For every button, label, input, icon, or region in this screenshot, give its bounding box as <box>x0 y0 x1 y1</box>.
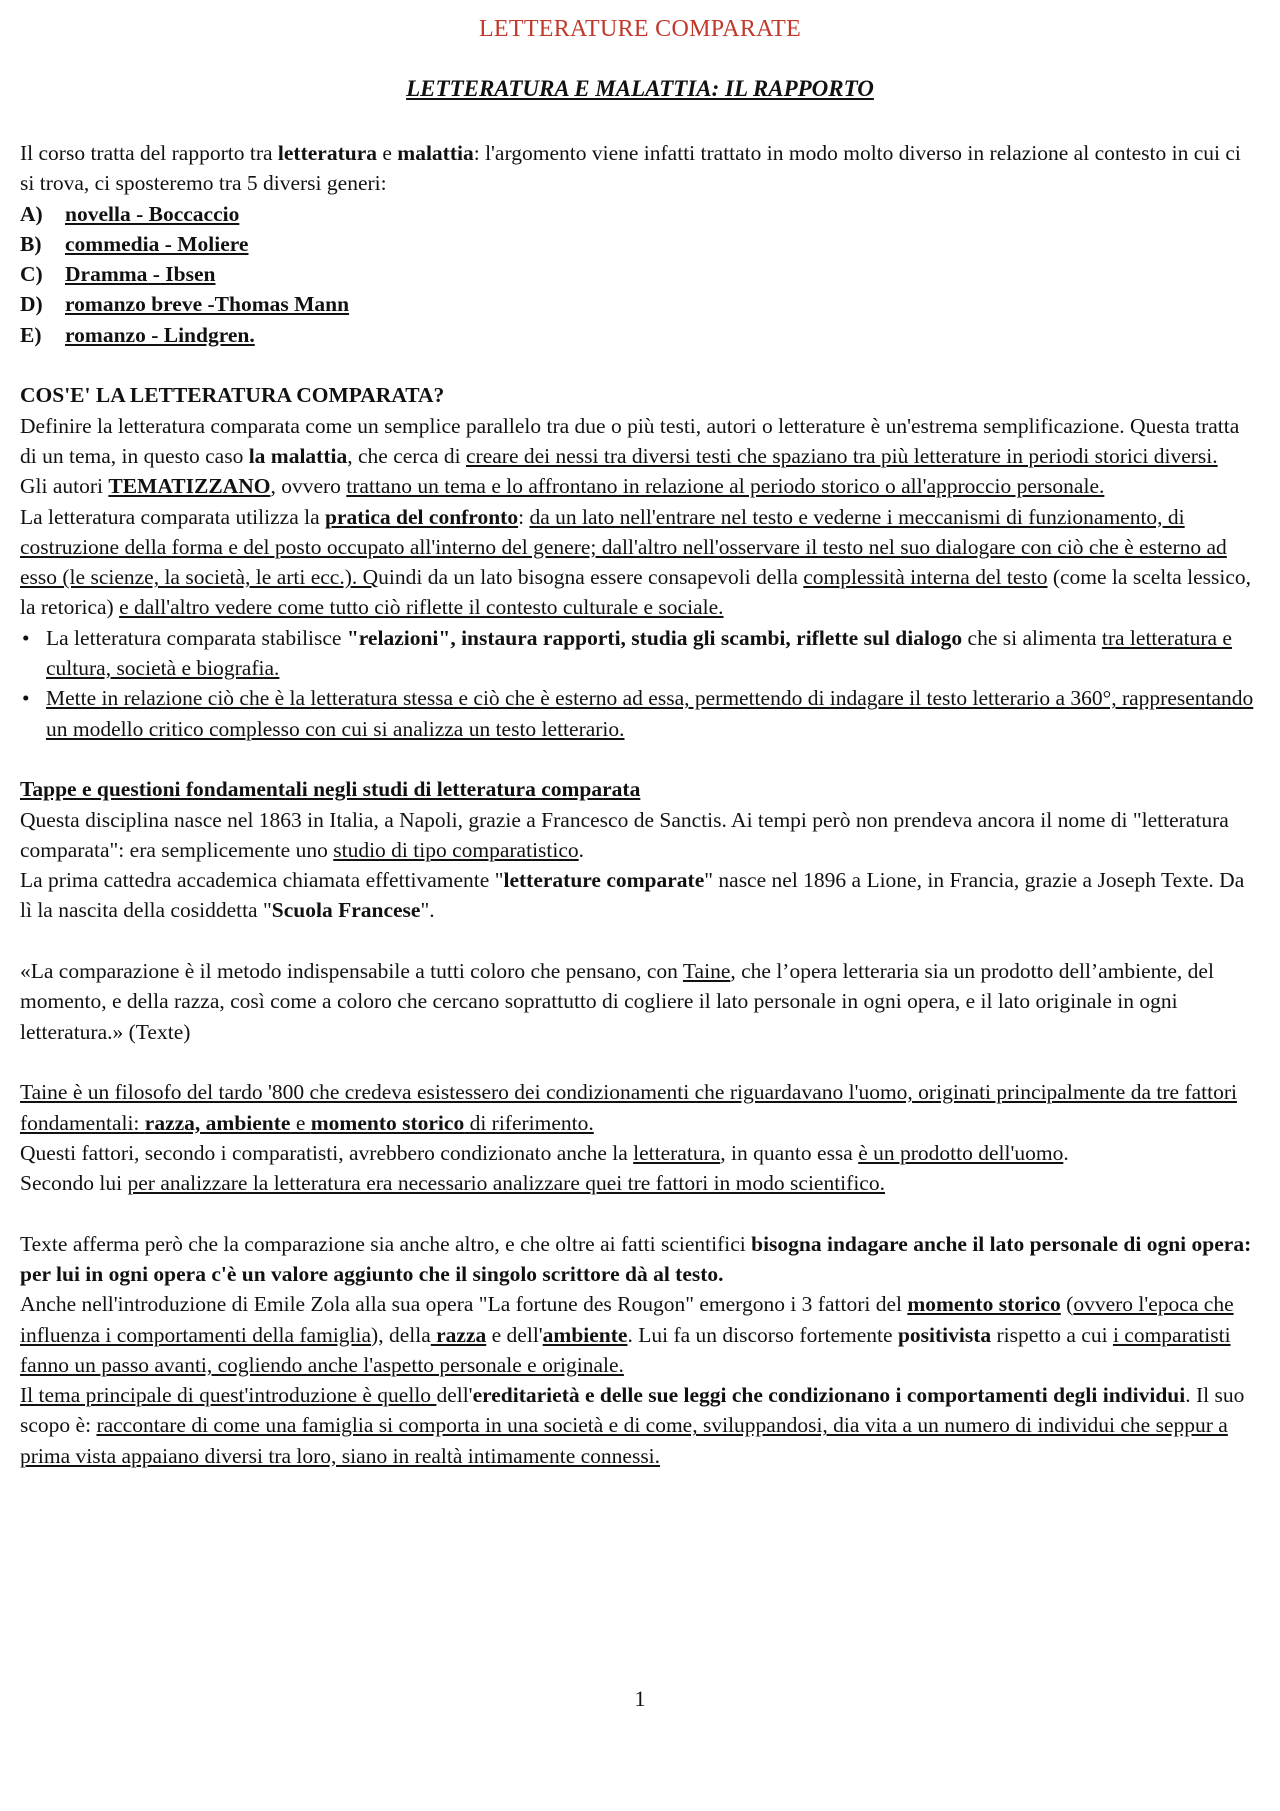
list-label: D) <box>20 292 43 317</box>
list-item <box>20 289 1260 319</box>
text-run: Gli autori <box>20 474 109 499</box>
underlined-run: Il tema principale di quest'introduzione è quello <box>20 1383 437 1408</box>
paragraph <box>20 1168 1260 1198</box>
text-run: «La comparazione è il metodo indispensabile a tutti coloro che pensano, con <box>20 959 683 984</box>
text-run: : <box>518 504 530 529</box>
document-title: LETTERATURE COMPARATE <box>478 16 802 42</box>
bullet-item <box>20 683 1260 744</box>
underlined-run: studio di tipo comparatistico <box>333 837 579 862</box>
bold-underlined-run: pratica del confronto <box>325 504 519 529</box>
underlined-run: e <box>290 1110 311 1135</box>
paragraph <box>20 1229 1260 1290</box>
bold-run: Scuola Francese <box>271 898 421 923</box>
paragraph <box>20 1077 1260 1138</box>
bold-underlined-run: razza, ambiente <box>144 1110 291 1135</box>
underlined-run: e dall'altro vedere come tutto ciò riflette il contesto culturale e sociale. <box>119 595 724 620</box>
text-run: . Lui fa un discorso fortemente <box>627 1322 898 1347</box>
bullet-list <box>20 623 1260 744</box>
underlined-run: per analizzare la letteratura era necessario analizzare quei tre fattori in modo scientifico. <box>127 1171 885 1196</box>
list-label: B) <box>20 231 42 256</box>
underlined-run: ovvero l'epoca che influenza i comportamenti della famiglia <box>20 1292 1234 1347</box>
bold-underlined-run: momento storico <box>907 1292 1061 1317</box>
text-run: La prima cattedra accademica chiamata effettivamente " <box>20 868 504 893</box>
text-run: Questi fattori, secondo i comparatisti, avrebbero condizionato anche la <box>20 1140 634 1165</box>
intro-paragraph <box>20 138 1260 199</box>
text-run: . <box>1063 1140 1069 1165</box>
paragraph <box>20 1380 1260 1471</box>
list-item <box>20 199 1260 229</box>
text-run: Il corso tratta del rapporto tra <box>20 141 278 165</box>
underlined-run: da un lato nell'entrare nel testo e vederne i meccanismi di funzionamento, di costruzione della forma e del posto occupato all'interno del genere; dall'altro nell'osservare il testo nel suo dialogare con ciò che è esterno ad esso (le scienze, la società, le arti ecc.). Q <box>20 504 1227 590</box>
paragraph <box>20 805 1260 866</box>
text-run: (come la scelta lessico, la retorica) <box>20 565 1252 620</box>
heading-text: COS'E' LA LETTERATURA COMPARATA? <box>20 383 445 408</box>
text-run: : l'argomento viene infatti trattato in modo molto diverso in relazione al contesto in cui ci si trova, ci sposteremo tra 5 diversi generi: <box>20 141 1241 196</box>
bold-run: letteratura <box>277 141 377 165</box>
text-run: dell' <box>436 1383 473 1408</box>
underlined-run: trattano un tema e lo affrontano in relazione al periodo storico o all'approccio personale. <box>346 474 1105 499</box>
bold-underlined-run: razza <box>430 1322 487 1347</box>
bold-run: letterature comparate <box>503 868 705 893</box>
quote-paragraph <box>20 956 1260 1047</box>
underlined-run: è un prodotto dell'uomo <box>858 1140 1064 1165</box>
text-run: ". <box>420 898 435 923</box>
bold-underlined-run: ambiente <box>542 1322 628 1347</box>
text-run: . <box>578 837 585 862</box>
paragraph <box>20 411 1260 472</box>
underlined-run: complessità interna del testo <box>803 565 1048 590</box>
bold-run: malattia <box>397 141 474 165</box>
underlined-run: Mette in relazione ciò che è la letteratura stessa e ciò che è esterno ad essa, permettendo di indagare il testo letterario a 360°, rappresentando un modello critico complesso con cui si analizza un testo letterario. <box>46 686 1254 741</box>
paragraph <box>20 471 1260 501</box>
text-run: Definire la letteratura comparata come un semplice parallelo tra due o più testi, autori o letterature è un'estrema semplificazione. Questa tratta di un tema, in questo caso <box>20 413 1240 468</box>
text-run: , ovvero <box>270 474 347 499</box>
list-label: A) <box>20 201 43 226</box>
text-run: e <box>377 141 398 165</box>
paragraph <box>20 502 1260 623</box>
text-run: La letteratura comparata stabilisce <box>46 625 347 650</box>
section-heading <box>20 774 1260 804</box>
bold-run: la malattia <box>248 443 348 468</box>
list-item <box>20 320 1260 350</box>
underlined-run: letteratura <box>633 1140 721 1165</box>
underlined-run: di riferimento. <box>464 1110 594 1135</box>
heading-text: Tappe e questioni fondamentali negli studi di letteratura comparata <box>20 777 641 802</box>
bold-run: ereditarietà e delle sue leggi che condizionano i comportamenti degli individui <box>472 1383 1186 1408</box>
text-run: " nasce nel 1896 a Lione, in Francia, grazie a Joseph Texte. Da lì la nascita della cosiddetta " <box>20 868 1245 923</box>
paragraph <box>20 1138 1260 1168</box>
underlined-run: i comparatisti fanno un passo avanti, cogliendo anche l'aspetto personale e originale. <box>20 1322 1231 1377</box>
text-run: , in quanto essa <box>720 1140 859 1165</box>
text-run: Anche nell'introduzione di Emile Zola alla sua opera "La fortune des Rougon" emergono i 3 fattori del <box>20 1292 908 1317</box>
genre-list <box>20 199 1260 350</box>
text-run: La letteratura comparata utilizza la <box>20 504 325 529</box>
text-run: uindi da un lato bisogna essere consapevoli della <box>378 565 804 590</box>
page-number: 1 <box>634 1686 646 1711</box>
bold-underlined-run: TEMATIZZANO <box>108 474 271 499</box>
text-run: Secondo lui <box>20 1171 128 1196</box>
paragraph <box>20 1289 1260 1380</box>
text-run: . Il suo scopo è: <box>20 1383 1245 1438</box>
underlined-run: Taine <box>682 959 731 984</box>
list-text: commedia - Moliere <box>65 231 249 256</box>
text-run: e dell' <box>486 1322 543 1347</box>
list-label: C) <box>20 262 43 287</box>
paragraph <box>20 865 1260 926</box>
bold-run: bisogna indagare anche il lato personale di ogni opera: per lui in ogni opera c'è un valore aggiunto che il singolo scrittore dà al testo. <box>20 1231 1252 1286</box>
bold-run: positivista <box>897 1322 992 1347</box>
document-subtitle: LETTERATURA E MALATTIA: IL RAPPORTO <box>406 76 874 101</box>
list-item <box>20 259 1260 289</box>
underlined-run: tra letteratura e cultura, società e biografia. <box>46 625 1232 681</box>
text-run: ( <box>1060 1292 1074 1317</box>
document-body <box>20 138 1260 1471</box>
underlined-run: Taine è un filosofo del tardo '800 che credeva esistessero dei condizionamenti che riguardavano l'uomo, originati principalmente da tre fattori fondamentali: <box>20 1080 1237 1135</box>
bold-run: "relazioni", instaura rapporti, studia gli scambi, riflette sul dialogo <box>346 625 963 650</box>
text-run: Texte afferma però che la comparazione sia anche altro, e che oltre ai fatti scientifici <box>20 1231 752 1256</box>
list-text: romanzo breve -Thomas Mann <box>65 292 350 317</box>
text-run: , che cerca di <box>347 443 466 468</box>
text-run: rispetto a cui <box>991 1322 1113 1347</box>
text-run: Questa disciplina nasce nel 1863 in Italia, a Napoli, grazie a Francesco de Sanctis. Ai tempi però non prendeva ancora il nome di "letteratura comparata": era semplicemente uno <box>20 807 1229 862</box>
underlined-run: raccontare di come una famiglia si comporta in una società e di come, sviluppandosi, dia vita a un numero di individui che seppur a prima vista appaiano diversi tra loro, siano in realtà intimamente connessi. <box>20 1413 1228 1468</box>
text-run: ), della <box>371 1322 431 1347</box>
text-run: che si alimenta <box>962 625 1102 650</box>
bullet-item <box>20 623 1260 684</box>
list-text: Dramma - Ibsen <box>65 262 216 287</box>
underlined-run: creare dei nessi tra diversi testi che spaziano tra più letterature in periodi storici diversi. <box>466 443 1218 468</box>
text-run: , che l’opera letteraria sia un prodotto dell’ambiente, del momento, e della razza, così come a coloro che cercano soprattutto di cogliere il lato personale in ogni opera, e il lato originale in ogni letteratura.» (Texte) <box>20 959 1214 1044</box>
section-heading <box>20 380 1260 410</box>
list-text: romanzo - Lindgren. <box>65 322 255 347</box>
list-text: novella - Boccaccio <box>65 201 240 226</box>
list-label: E) <box>20 322 42 347</box>
bold-underlined-run: momento storico <box>310 1110 465 1135</box>
list-item <box>20 229 1260 259</box>
